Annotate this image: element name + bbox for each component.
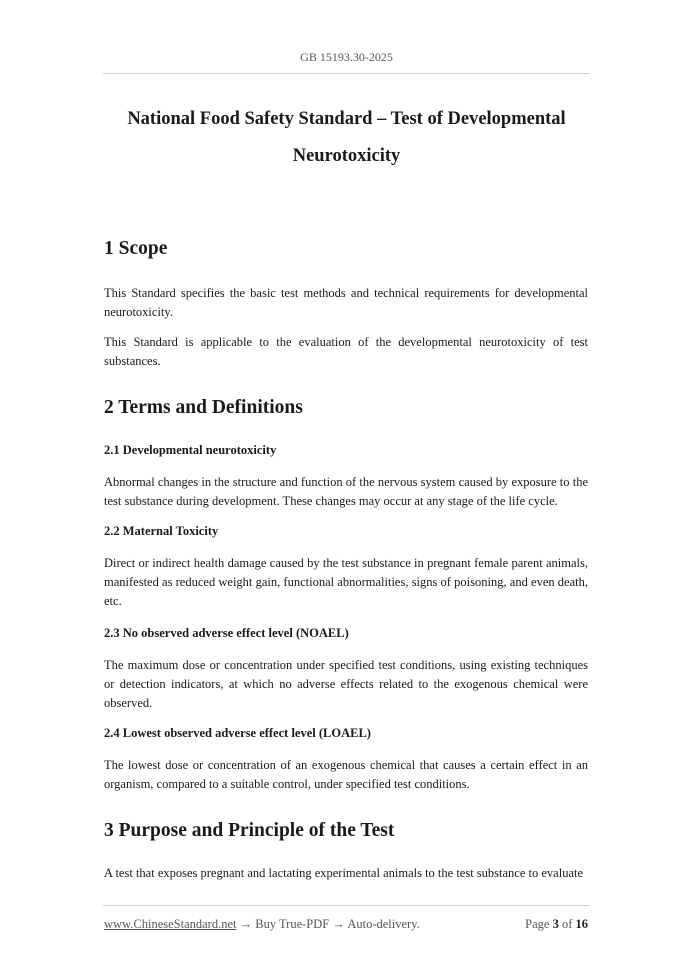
- site-link[interactable]: www.ChineseStandard.net: [104, 917, 237, 931]
- auto-delivery-text: Auto-delivery.: [347, 917, 420, 931]
- term-heading-2-4: 2.4 Lowest observed adverse effect level (LOAEL): [104, 726, 371, 740]
- page-indicator: [525, 917, 588, 932]
- buy-true-pdf-link[interactable]: Buy True-PDF: [255, 917, 330, 931]
- arrow-icon: →: [332, 917, 345, 931]
- footer-divider: [103, 905, 590, 906]
- purpose-paragraph-1: A test that exposes pregnant and lactating experimental animals to the test substance to evaluate: [104, 866, 584, 880]
- title-line-2: Neurotoxicity: [292, 146, 401, 166]
- scope-paragraph-2: This Standard is applicable to the evaluation of the developmental neurotoxicity of test substances.: [104, 335, 588, 368]
- title-line-1: National Food Safety Standard – Test of Developmental: [127, 109, 566, 129]
- scope-paragraph-1: This Standard specifies the basic test methods and technical requirements for developmental neurotoxicity.: [104, 286, 588, 319]
- footer-promo: [104, 917, 420, 932]
- page-current: 3: [552, 917, 559, 931]
- term-heading-2-1: 2.1 Developmental neurotoxicity: [104, 443, 277, 457]
- term-definition-2-3: The maximum dose or concentration under specified test conditions, using existing techniques or detection indicators, at which no adverse effects related to the exogenous chemical were observed.: [104, 658, 588, 710]
- term-heading-2-3: 2.3 No observed adverse effect level (NOAEL): [104, 626, 349, 640]
- term-definition-2-1: Abnormal changes in the structure and function of the nervous system caused by exposure to the test substance during development. These changes may occur at any stage of the life cycle.: [104, 475, 588, 508]
- section-heading-purpose: 3 Purpose and Principle of the Test: [104, 820, 395, 841]
- page-total: 16: [575, 917, 588, 931]
- term-definition-2-4: The lowest dose or concentration of an exogenous chemical that causes a certain effect in an organism, compared to a suitable control, under specified test conditions.: [104, 758, 588, 791]
- arrow-icon: →: [239, 917, 253, 931]
- term-heading-2-2: 2.2 Maternal Toxicity: [104, 524, 219, 538]
- of-label: of: [561, 917, 573, 931]
- running-header: GB 15193.30-2025: [300, 50, 393, 64]
- term-definition-2-2: Direct or indirect health damage caused by the test substance in pregnant female parent animals, manifested as reduced weight gain, functional abnormalities, signs of poisoning, and even death, etc.: [104, 556, 588, 608]
- document-title: [90, 101, 603, 175]
- header-divider: [103, 73, 590, 74]
- page-label: Page: [525, 917, 550, 931]
- section-heading-scope: 1 Scope: [104, 238, 168, 259]
- section-heading-terms: 2 Terms and Definitions: [104, 397, 303, 418]
